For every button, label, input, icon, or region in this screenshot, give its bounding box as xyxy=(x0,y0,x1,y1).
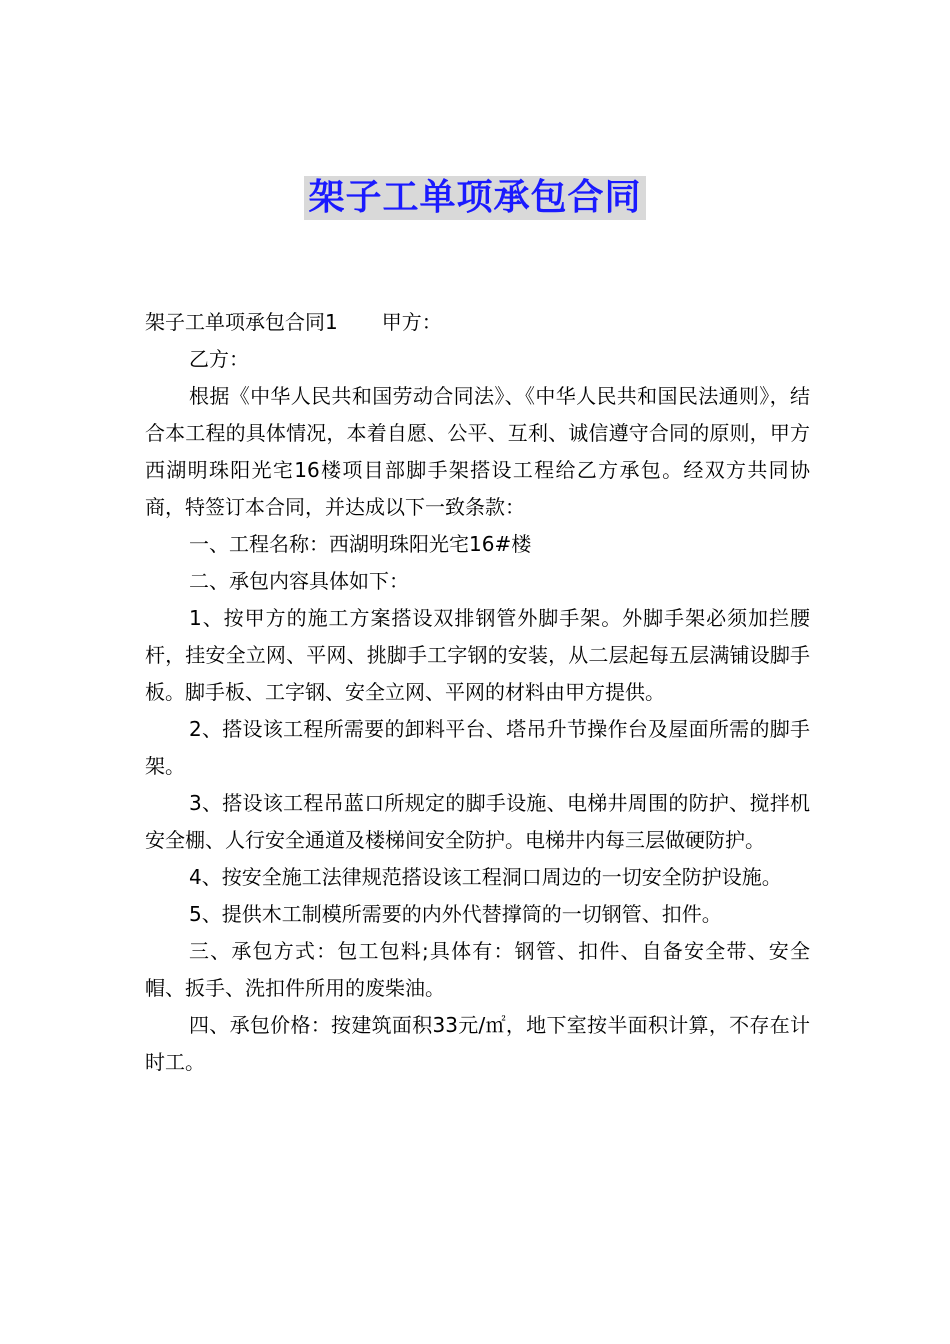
contract-caption: 架子工单项承包合同1 xyxy=(145,310,338,334)
paragraph-item-3: 3、搭设该工程吊蓝口所规定的脚手设施、电梯井周围的防护、搅拌机安全棚、人行安全通道及楼梯间安全防护。电梯井内每三层做硬防护。 xyxy=(145,791,810,852)
paragraph-scope-heading: 二、承包内容具体如下： xyxy=(189,569,409,593)
paragraph-item-1: 1、按甲方的施工方案搭设双排钢管外脚手架。外脚手架必须加拦腰杆，挂安全立网、平网、挑脚手工字钢的安装，从二层起每五层满铺设脚手板。脚手板、工字钢、安全立网、平网的材料由甲方提供。 xyxy=(145,606,810,704)
title-container xyxy=(0,176,950,220)
party-b-label: 乙方： xyxy=(189,347,249,371)
document-title: 架子工单项承包合同 xyxy=(304,176,645,220)
paragraph-price: 四、承包价格：按建筑面积33元/㎡，地下室按半面积计算，不存在计时工。 xyxy=(145,1013,810,1074)
paragraph-intro: 根据《中华人民共和国劳动合同法》、《中华人民共和国民法通则》，结合本工程的具体情况，本着自愿、公平、互利、诚信遵守合同的原则，甲方西湖明珠阳光宅16楼项目部脚手架搭设工程给乙方承包。经双方共同协商，特签订本合同，并达成以下一致条款： xyxy=(145,384,810,519)
paragraph-item-5: 5、提供木工制模所需要的内外代替撑筒的一切钢管、扣件。 xyxy=(189,902,722,926)
paragraph-project-name: 一、工程名称：西湖明珠阳光宅16#楼 xyxy=(189,532,532,556)
document-body xyxy=(145,304,810,1081)
paragraph-item-4: 4、按安全施工法律规范搭设该工程洞口周边的一切安全防护设施。 xyxy=(189,865,782,889)
paragraph-item-2: 2、搭设该工程所需要的卸料平台、塔吊升节操作台及屋面所需的脚手架。 xyxy=(145,717,810,778)
paragraph-method: 三、承包方式：包工包料;具体有：钢管、扣件、自备安全带、安全帽、扳手、洗扣件所用的废柴油。 xyxy=(145,939,810,1000)
party-a-label: 甲方： xyxy=(381,310,442,334)
heading-line xyxy=(145,304,810,341)
